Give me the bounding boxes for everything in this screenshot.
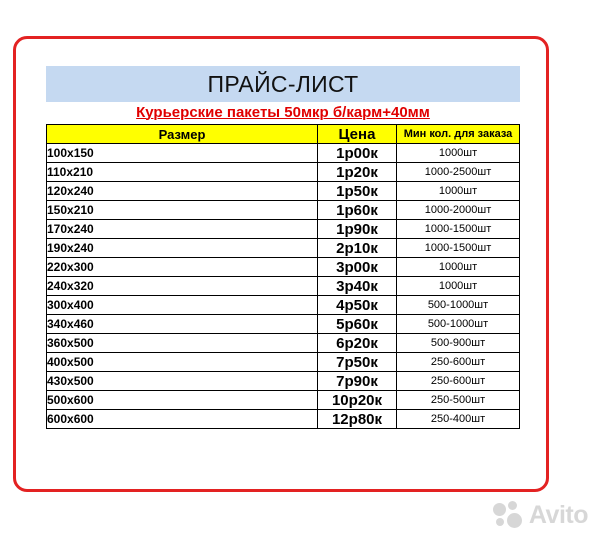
price-list-title: ПРАЙС-ЛИСТ (46, 66, 520, 102)
price-cell: 7р50к (318, 353, 397, 372)
min-order-cell: 1000-2500шт (397, 163, 520, 182)
min-order-cell: 1000шт (397, 144, 520, 163)
table-row (47, 201, 520, 220)
price-cell: 12р80к (318, 410, 397, 429)
size-cell: 600x600 (47, 410, 318, 429)
price-cell: 3р40к (318, 277, 397, 296)
size-cell: 120x240 (47, 182, 318, 201)
price-cell: 6р20к (318, 334, 397, 353)
size-cell: 340x460 (47, 315, 318, 334)
table-row (47, 182, 520, 201)
size-cell: 240x320 (47, 277, 318, 296)
size-cell: 220x300 (47, 258, 318, 277)
min-order-cell: 250-600шт (397, 372, 520, 391)
column-header-price: Цена (318, 125, 397, 144)
table-row (47, 334, 520, 353)
size-cell: 170x240 (47, 220, 318, 239)
watermark-text: Avito (528, 500, 588, 529)
min-order-cell: 1000-1500шт (397, 239, 520, 258)
min-order-cell: 250-500шт (397, 391, 520, 410)
table-row (47, 163, 520, 182)
min-order-cell: 1000-2000шт (397, 201, 520, 220)
size-cell: 400x500 (47, 353, 318, 372)
size-cell: 100x150 (47, 144, 318, 163)
price-cell: 1р90к (318, 220, 397, 239)
min-order-cell: 250-600шт (397, 353, 520, 372)
min-order-cell: 250-400шт (397, 410, 520, 429)
price-cell: 5р60к (318, 315, 397, 334)
table-row (47, 372, 520, 391)
column-header-size: Размер (47, 125, 318, 144)
price-cell: 1р50к (318, 182, 397, 201)
min-order-cell: 1000шт (397, 277, 520, 296)
price-list-subtitle: Курьерские пакеты 50мкр б/карм+40мм (46, 102, 520, 124)
min-order-cell: 1000-1500шт (397, 220, 520, 239)
table-row (47, 239, 520, 258)
price-cell: 4р50к (318, 296, 397, 315)
column-header-min-order: Мин кол. для заказа (397, 125, 520, 144)
table-row (47, 410, 520, 429)
price-cell: 1р60к (318, 201, 397, 220)
table-row (47, 315, 520, 334)
avito-watermark (493, 500, 588, 530)
min-order-cell: 500-1000шт (397, 296, 520, 315)
price-cell: 10р20к (318, 391, 397, 410)
price-cell: 7р90к (318, 372, 397, 391)
size-cell: 430x500 (47, 372, 318, 391)
price-table-body (47, 144, 520, 429)
table-header-row (47, 125, 520, 144)
price-table (46, 124, 520, 429)
table-row (47, 258, 520, 277)
size-cell: 300x400 (47, 296, 318, 315)
min-order-cell: 1000шт (397, 182, 520, 201)
price-cell: 1р00к (318, 144, 397, 163)
min-order-cell: 1000шт (397, 258, 520, 277)
min-order-cell: 500-900шт (397, 334, 520, 353)
table-row (47, 296, 520, 315)
size-cell: 150x210 (47, 201, 318, 220)
table-row (47, 353, 520, 372)
avito-logo-icon (493, 501, 523, 529)
table-row (47, 391, 520, 410)
table-row (47, 144, 520, 163)
size-cell: 500x600 (47, 391, 318, 410)
table-row (47, 277, 520, 296)
price-cell: 3р00к (318, 258, 397, 277)
table-row (47, 220, 520, 239)
price-cell: 2р10к (318, 239, 397, 258)
min-order-cell: 500-1000шт (397, 315, 520, 334)
price-list-sheet (46, 66, 520, 429)
price-cell: 1р20к (318, 163, 397, 182)
size-cell: 190x240 (47, 239, 318, 258)
size-cell: 360x500 (47, 334, 318, 353)
size-cell: 110x210 (47, 163, 318, 182)
